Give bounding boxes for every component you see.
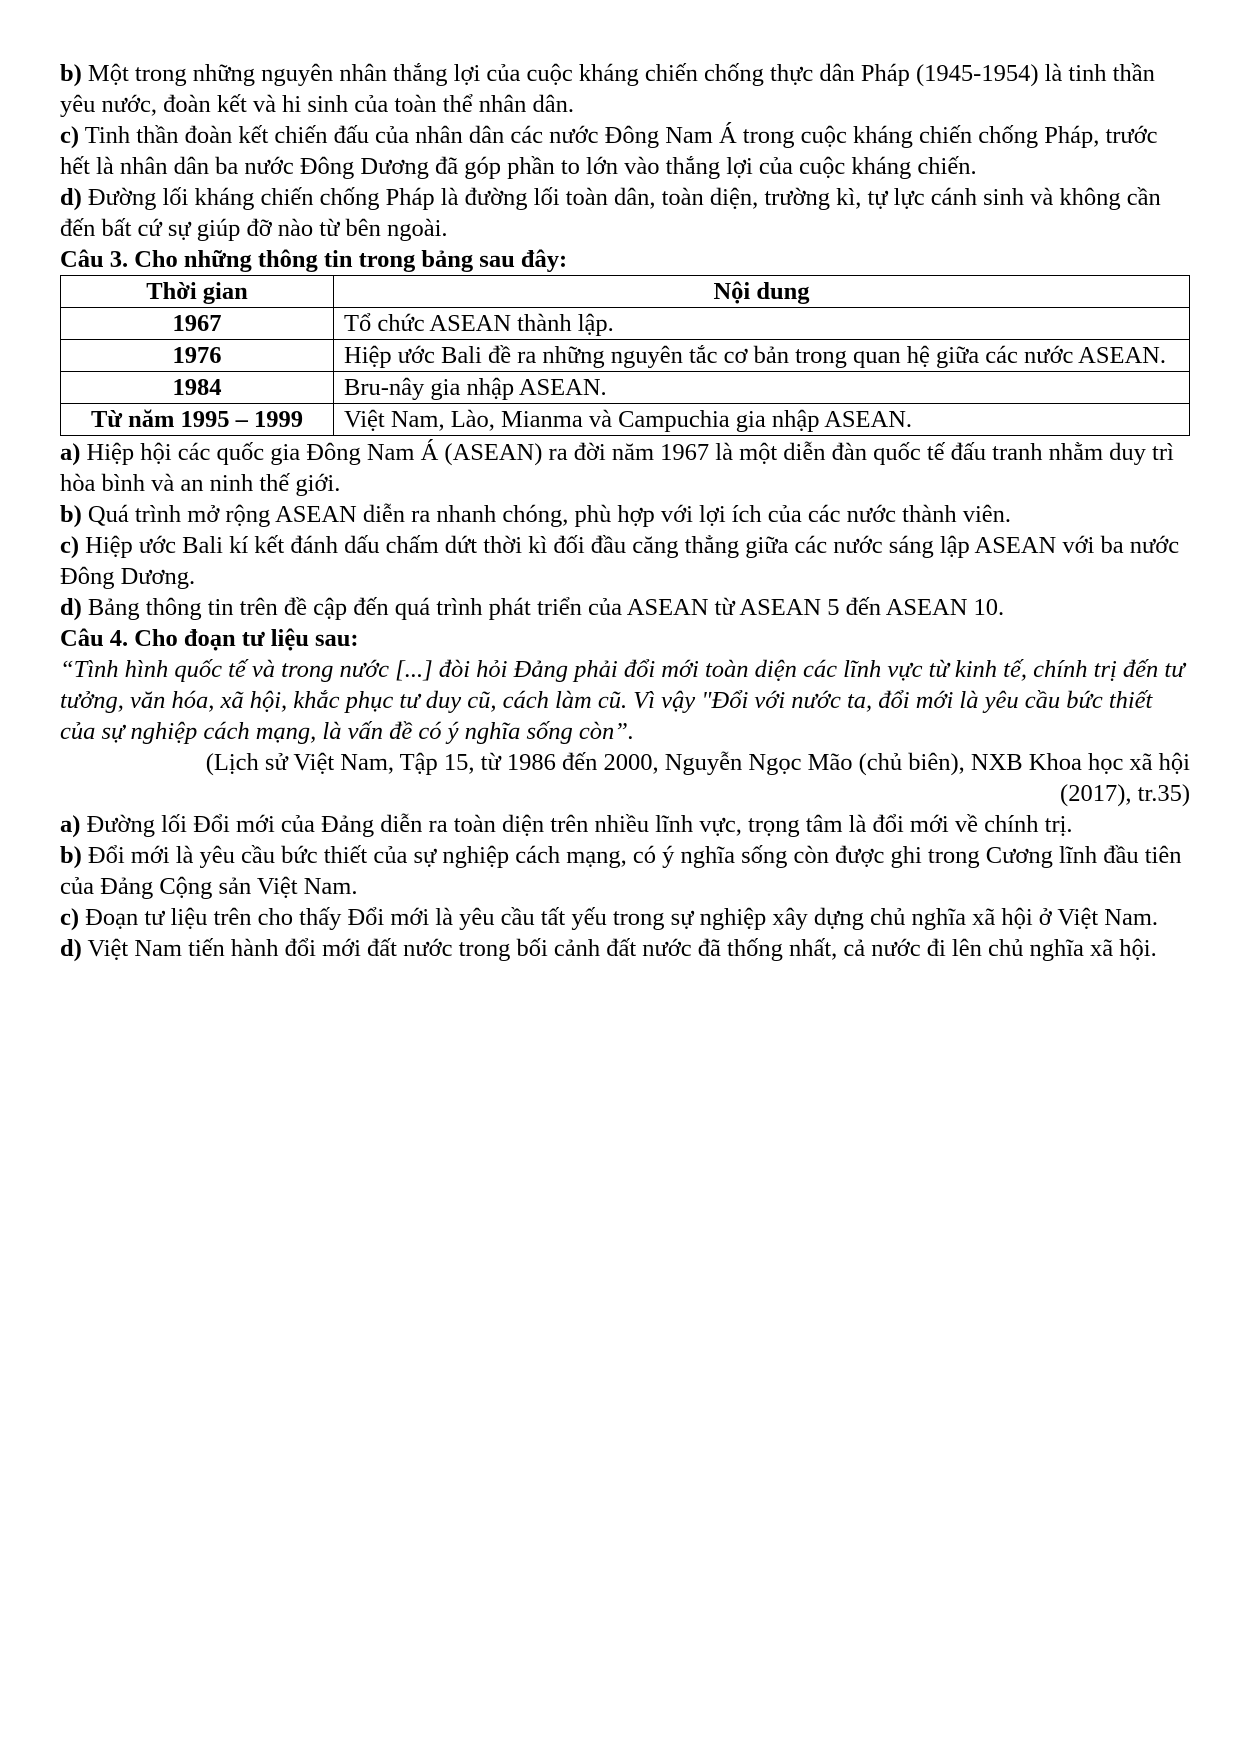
option-label: b) xyxy=(60,842,82,869)
q3-option-c xyxy=(60,530,1190,592)
table-cell-content: Việt Nam, Lào, Mianma và Campuchia gia nhập ASEAN. xyxy=(334,404,1190,436)
option-label: b) xyxy=(60,60,82,87)
q4-quote: “Tình hình quốc tế và trong nước [...] đòi hỏi Đảng phải đổi mới toàn diện các lĩnh vực từ kinh tế, chính trị đến tư tưởng, văn hóa, xã hội, khắc phục tư duy cũ, cách làm cũ. Vì vậy "Đổi với nước ta, đổi mới là yêu cầu bức thiết của sự nghiệp cách mạng, là vấn đề có ý nghĩa sống còn”. xyxy=(60,656,1185,745)
q4-option-a xyxy=(60,809,1190,840)
table-header-row xyxy=(61,276,1190,308)
table-row xyxy=(61,372,1190,404)
option-label: c) xyxy=(60,532,80,559)
asean-timeline-table xyxy=(60,275,1190,436)
table-cell-content: Bru-nây gia nhập ASEAN. xyxy=(334,372,1190,404)
document-page xyxy=(60,58,1190,964)
q3-heading: Câu 3. Cho những thông tin trong bảng sau đây: xyxy=(60,246,568,273)
option-label: a) xyxy=(60,811,81,838)
q3-option-d xyxy=(60,592,1190,623)
option-text: Quá trình mở rộng ASEAN diễn ra nhanh chóng, phù hợp với lợi ích của các nước thành viên. xyxy=(87,501,1012,528)
q2-option-b xyxy=(60,58,1190,120)
q4-heading: Câu 4. Cho đoạn tư liệu sau: xyxy=(60,625,359,652)
q2-option-c xyxy=(60,120,1190,182)
option-text: Hiệp hội các quốc gia Đông Nam Á (ASEAN) ra đời năm 1967 là một diễn đàn quốc tế đấu tranh nhằm duy trì hòa bình và an ninh thế giới. xyxy=(60,439,1174,497)
q3-option-b xyxy=(60,499,1190,530)
option-text: Tinh thần đoàn kết chiến đấu của nhân dân các nước Đông Nam Á trong cuộc kháng chiến chống Pháp, trước hết là nhân dân ba nước Đông Dương đã góp phần to lớn vào thắng lợi của cuộc kháng chiến. xyxy=(60,122,1158,180)
option-label: d) xyxy=(60,594,82,621)
table-row xyxy=(61,308,1190,340)
source-line-1: (Lịch sử Việt Nam, Tập 15, từ 1986 đến 2000, Nguyễn Ngọc Mão (chủ biên), NXB Khoa học xã hội xyxy=(205,749,1190,776)
table-cell-content: Hiệp ước Bali đề ra những nguyên tắc cơ bản trong quan hệ giữa các nước ASEAN. xyxy=(334,340,1190,372)
table-row xyxy=(61,404,1190,436)
option-text: Một trong những nguyên nhân thắng lợi của cuộc kháng chiến chống thực dân Pháp (1945-1954) là tinh thần yêu nước, đoàn kết và hi sinh của toàn thể nhân dân. xyxy=(60,60,1155,118)
q4-option-b xyxy=(60,840,1190,902)
table-cell-time: 1976 xyxy=(61,340,334,372)
option-text: Bảng thông tin trên đề cập đến quá trình phát triển của ASEAN từ ASEAN 5 đến ASEAN 10. xyxy=(87,594,1005,621)
source-line-2: (2017), tr.35) xyxy=(1060,780,1190,807)
option-label: c) xyxy=(60,122,80,149)
option-label: c) xyxy=(60,904,80,931)
option-label: d) xyxy=(60,184,82,211)
table-cell-time: 1967 xyxy=(61,308,334,340)
table-cell-content: Tổ chức ASEAN thành lập. xyxy=(334,308,1190,340)
q4-option-c xyxy=(60,902,1190,933)
option-label: b) xyxy=(60,501,82,528)
table-header-content: Nội dung xyxy=(334,276,1190,308)
option-label: d) xyxy=(60,935,82,962)
q2-option-d xyxy=(60,182,1190,244)
table-header-time: Thời gian xyxy=(61,276,334,308)
table-cell-time: Từ năm 1995 – 1999 xyxy=(61,404,334,436)
option-text: Đường lối Đổi mới của Đảng diễn ra toàn diện trên nhiều lĩnh vực, trọng tâm là đổi mới về chính trị. xyxy=(86,811,1073,838)
option-text: Đoạn tư liệu trên cho thấy Đổi mới là yêu cầu tất yếu trong sự nghiệp xây dựng chủ nghĩa xã hội ở Việt Nam. xyxy=(85,904,1159,931)
q3-option-a xyxy=(60,437,1190,499)
q4-option-d xyxy=(60,933,1190,964)
option-text: Đổi mới là yêu cầu bức thiết của sự nghiệp cách mạng, có ý nghĩa sống còn được ghi trong Cương lĩnh đầu tiên của Đảng Cộng sản Việt Nam. xyxy=(60,842,1182,900)
table-cell-time: 1984 xyxy=(61,372,334,404)
table-row xyxy=(61,340,1190,372)
option-text: Hiệp ước Bali kí kết đánh dấu chấm dứt thời kì đối đầu căng thẳng giữa các nước sáng lập ASEAN với ba nước Đông Dương. xyxy=(60,532,1180,590)
option-label: a) xyxy=(60,439,81,466)
option-text: Đường lối kháng chiến chống Pháp là đường lối toàn dân, toàn diện, trường kì, tự lực cánh sinh và không cần đến bất cứ sự giúp đỡ nào từ bên ngoài. xyxy=(60,184,1161,242)
option-text: Việt Nam tiến hành đổi mới đất nước trong bối cảnh đất nước đã thống nhất, cả nước đi lên chủ nghĩa xã hội. xyxy=(87,935,1157,962)
q4-source-citation xyxy=(60,747,1190,809)
